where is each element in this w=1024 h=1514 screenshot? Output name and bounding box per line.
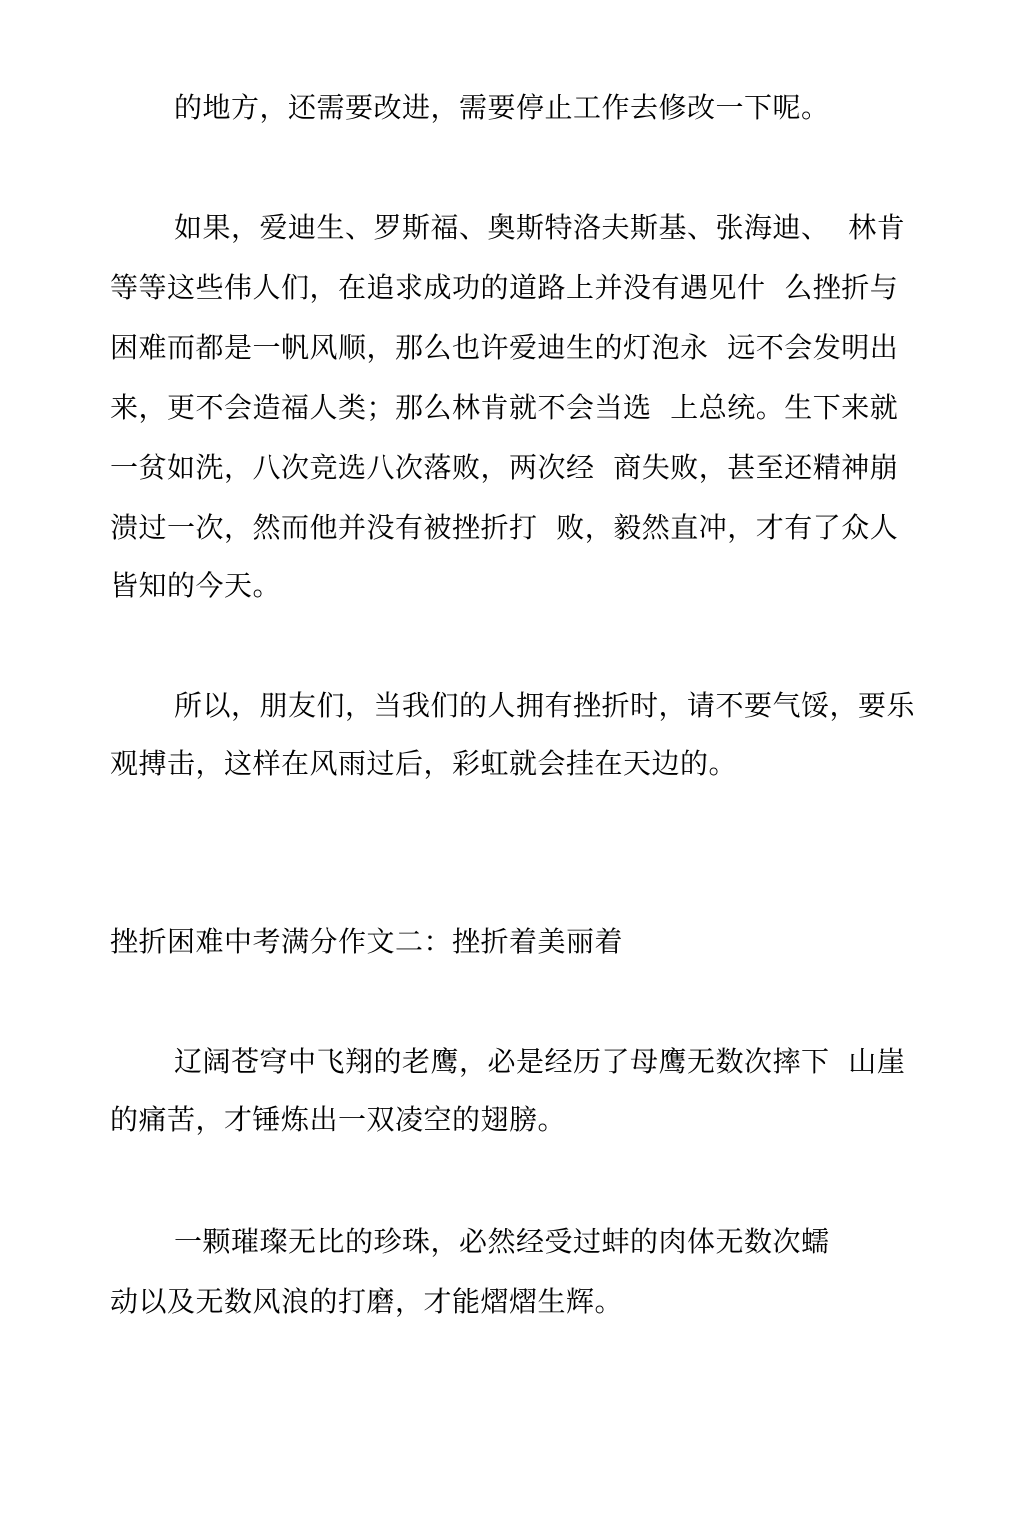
paragraph-5-line-2: 动以及无数风浪的打磨，才能熠熠生辉。 [110,1285,624,1318]
paragraph-2-line-3: 困难而都是一帆风顺，那么也许爱迪生的灯泡永 远不会发明出 [110,331,899,364]
paragraph-4-line-2: 的痛苦，才锤炼出一双凌空的翅膀。 [110,1103,567,1136]
paragraph-2-line-4: 来，更不会造福人类；那么林肯就不会当选 上总统。生下来就 [110,391,899,424]
paragraph-3-line-1: 所以，朋友们，当我们的人拥有挫折时，请不要气馁，要乐 [174,689,916,722]
paragraph-1-line-1: 的地方，还需要改进，需要停止工作去修改一下呢。 [174,91,830,124]
paragraph-5-line-1: 一颗璀璨无比的珍珠，必然经受过蚌的肉体无数次蠕 [174,1225,830,1258]
paragraph-2-line-7: 皆知的今天。 [110,569,282,602]
section-heading: 挫折困难中考满分作文二：挫折着美丽着 [110,925,624,958]
paragraph-2-line-5: 一贫如洗，八次竞选八次落败，两次经 商失败，甚至还精神崩 [110,451,899,484]
paragraph-4-line-1: 辽阔苍穹中飞翔的老鹰，必是经历了母鹰无数次摔下 山崖 [174,1045,906,1078]
paragraph-2-line-6: 溃过一次，然而他并没有被挫折打 败，毅然直冲，才有了众人 [110,511,899,544]
paragraph-2-line-2: 等等这些伟人们，在追求成功的道路上并没有遇见什 么挫折与 [110,271,899,304]
paragraph-3-line-2: 观搏击，这样在风雨过后，彩虹就会挂在天边的。 [110,747,738,780]
paragraph-2-line-1: 如果，爱迪生、罗斯福、奥斯特洛夫斯基、张海迪、 林肯 [174,211,906,244]
